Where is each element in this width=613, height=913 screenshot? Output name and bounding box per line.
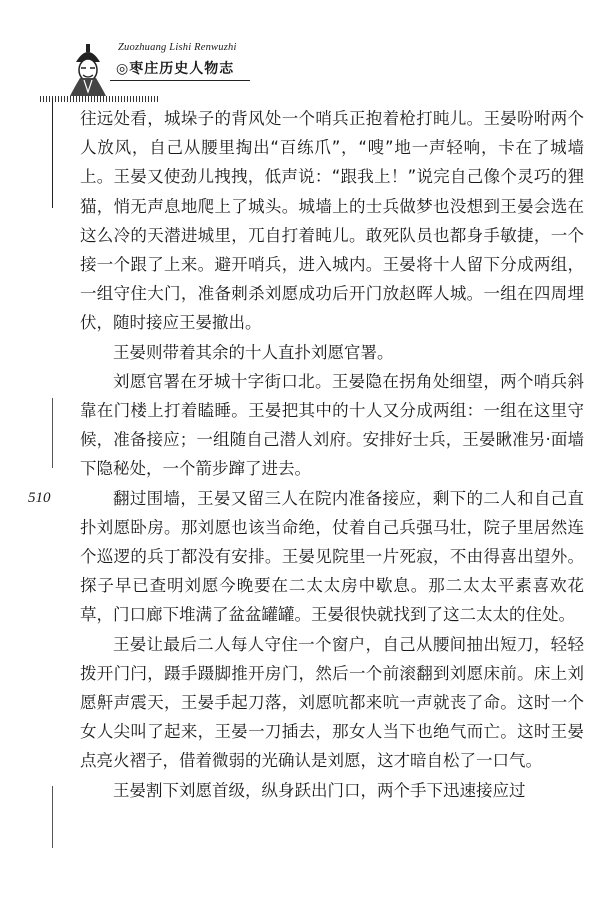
circle-symbol-icon: ◎: [116, 61, 130, 77]
body-text: [80, 104, 584, 805]
paragraph: 王晏割下刘愿首级，纵身跃出门口，两个手下迅速接应过: [113, 780, 526, 800]
header-chinese-title: [116, 58, 234, 78]
margin-rule: [52, 786, 53, 848]
margin-rule: [52, 98, 53, 208]
header-hatch-divider: [40, 96, 160, 102]
paragraph: 王晏则带着其余的十人直扑刘愿官署。: [113, 342, 394, 362]
portrait-emblem-icon: [66, 40, 110, 96]
paragraph: 往远处看，城垛子的背风处一个哨兵正抱着枪打盹儿。王晏吩咐两个人放风，自己从腰里掏出“百练爪”，“嗖”地一声轻响，卡在了城墙上。王晏又使劲儿拽拽，低声说：“跟我上！”说完自己像个灵巧的狸猫，悄无声息地爬上了城头。城墙上的士兵做梦也没想到王晏会选在这么冷的天潜进城里，兀自打着盹儿。敢死队员也都身手敏捷，一个接一个跟了上来。避开哨兵，进入城内。王晏将十人留下分成两组，一组守住大门，准备刺杀刘愿成功后开门放赵晖人城。一组在四周埋伏，随时接应王晏撤出。: [80, 109, 584, 333]
header-rule: [110, 80, 250, 81]
page-number: 510: [28, 490, 51, 506]
header-chinese-title-text: 枣庄历史人物志: [129, 61, 235, 77]
paragraph: 王晏让最后二人每人守住一个窗户，自己从腰间抽出短刀，轻轻拨开门闩，蹑手蹑脚推开房门，然后一个前滚翻到刘愿床前。床上刘愿鼾声震天，王晏手起刀落，刘愿吭都来吭一声就丧了命。这时一个女人尖叫了起来，王晏一刀插去，那女人当下也绝气而亡。这时王晏点亮火褶子，借着微弱的光确认是刘愿，这才暗自松了一口气。: [80, 634, 584, 771]
paragraph: 刘愿官署在牙城十字街口北。王晏隐在拐角处细望，两个哨兵斜靠在门楼上打着瞌睡。王晏把其中的十人又分成两组：一组在这里守候，准备接应；一组随自己潜人刘府。安排好士兵，王晏瞅准另·面墙下隐秘处，一个箭步蹿了进去。: [80, 371, 584, 479]
paragraph: 翻过围墙，王晏又留三人在院内准备接应，剩下的二人和自己直扑刘愿卧房。那刘愿也该当命绝，仗着自己兵强马壮，院子里居然连个巡逻的兵丁都没有安排。王晏见院里一片死寂，不由得喜出望外。探子早已查明刘愿今晚要在二太太房中歇息。那二太太平素喜欢花草，门口廊下堆满了盆盆罐罐。王晏很快就找到了这二太太的住处。: [80, 488, 584, 625]
margin-rule: [52, 398, 53, 468]
header-latin-title: Zuozhuang Lishi Renwuzhi: [118, 42, 237, 53]
